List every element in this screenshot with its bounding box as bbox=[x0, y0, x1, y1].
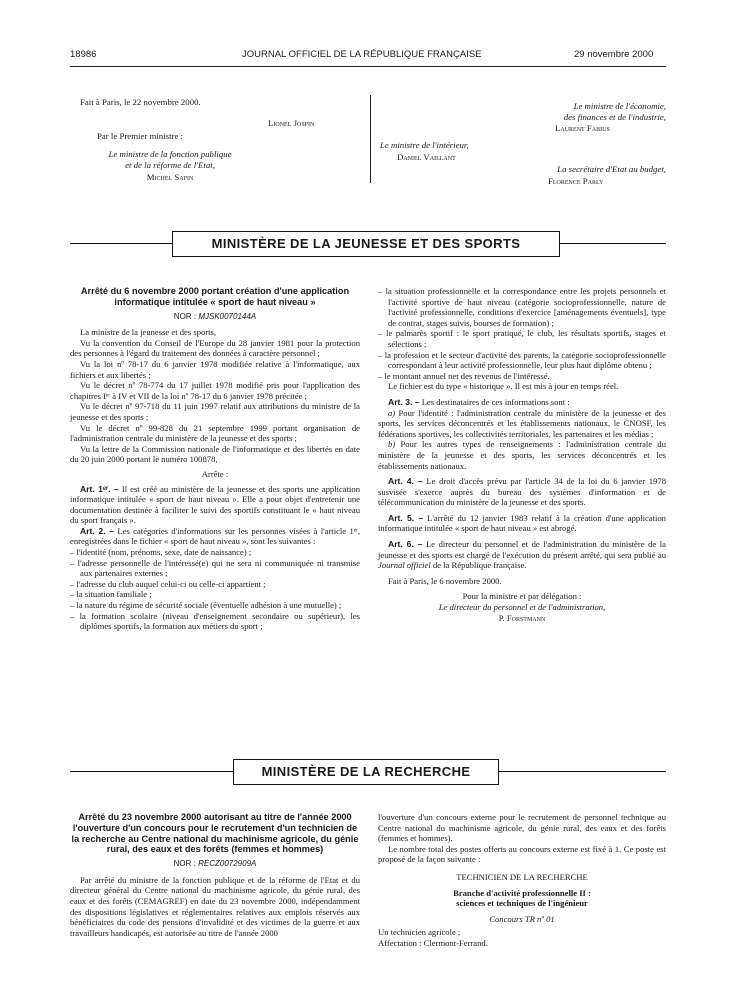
header-rule bbox=[70, 66, 666, 67]
banner-jeunesse-sports: MINISTÈRE DE LA JEUNESSE ET DES SPORTS bbox=[172, 231, 560, 257]
article-3-text: Les destinataires de ces informations sont : bbox=[421, 396, 570, 407]
article-6-text-b: de la République française. bbox=[432, 560, 527, 571]
list-item: – le montant annuel net des revenus de l'intéressé. bbox=[378, 370, 550, 381]
technicien-title: TECHNICIEN DE LA RECHERCHE bbox=[456, 871, 588, 882]
banner-recherche: MINISTÈRE DE LA RECHERCHE bbox=[233, 759, 499, 785]
delegation-line: Pour la ministre et par délégation : bbox=[462, 591, 582, 602]
nor-label: NOR : bbox=[173, 859, 196, 869]
article-5-label: Art. 5. – bbox=[388, 512, 424, 523]
article-6 bbox=[378, 539, 666, 571]
article-5 bbox=[378, 513, 666, 534]
budget-line1: La secrétaire d'Etat au budget, bbox=[557, 164, 666, 174]
nor-line-sport bbox=[70, 312, 360, 323]
para-fichier: Le fichier est du type « historique ». Il est mis à jour en temps réel. bbox=[388, 381, 619, 392]
section2-right-column bbox=[378, 812, 666, 949]
signature-fabius: Laurent Fabius bbox=[555, 123, 610, 133]
journal-officiel-ref: Journal officiel bbox=[378, 560, 431, 571]
par-premier-ministre: Par le Premier ministre : bbox=[97, 131, 183, 141]
nor-label: NOR : bbox=[173, 311, 197, 321]
arrete-title-recherche: Arrêté du 23 novembre 2000 autorisant au titre de l'année 2000 l'ouverture d'un concours pour le recrutement d'un technicien de la recherche au Centre national du machinisme agricole, du génie rural, des eaux et des forêts (femmes et hommes) bbox=[71, 812, 359, 855]
article-3a bbox=[378, 408, 666, 440]
nor-line-recherche bbox=[70, 859, 360, 870]
article-2-text: Les catégories d'informations sur les personnes visées à l'article 1ᵉʳ, enregistrées dans le fichier « sport de haut niveau », sont les suivantes : bbox=[70, 525, 360, 547]
signature-jospin: Lionel Jospin bbox=[268, 118, 315, 128]
para-vu-convention: Vu la convention du Conseil de l'Europe du 28 janvier 1981 pour la protection des personnes à l'égard du traitement des données à caractère personnel ; bbox=[70, 337, 360, 359]
para-vu-decret-99: Vu le décret nº 99-828 du 21 septembre 1999 portant organisation de l'administration centrale du ministère de la jeunesse et des sports ; bbox=[70, 422, 360, 444]
branche-line2: sciences et techniques de l'ingénieur bbox=[456, 898, 588, 909]
concours-label: Concours TR nº 01 bbox=[489, 913, 555, 924]
para-vu-lettre: Vu la lettre de la Commission nationale de l'informatique et des libertés en date du 20 juin 2000 portant le numéro 100878, bbox=[70, 443, 360, 465]
article-5-text: L'arrêté du 12 janvier 1983 relatif à la création d'une application informatique intitulée « sport de haut niveau » est abrogé. bbox=[378, 512, 666, 534]
para-par-arrete: Par arrêté du ministre de la fonction publique et de la réforme de l'Etat et du directeur général du Centre national du machinisme agricole, du génie rural, des eaux et des forêts (CEMAGREF) en date du 23 novembre 2000, indépendamment des dispositions législatives et réglementaires relatives aux emplois réservés aux bénéficiaires du code des pensions d'invalidité et des victimes de la guerre et aux travailleurs handicapés, est autorisée au titre de l'année 2000 bbox=[70, 874, 360, 938]
technicien-agricole: Un technicien agricole ; bbox=[378, 927, 461, 938]
article-4 bbox=[378, 476, 666, 508]
para-ouverture: l'ouverture d'un concours externe pour le recrutement de personnel technique au Centre national du machinisme agricole, du génie rural, des eaux et des forêts (femmes et hommes). bbox=[378, 812, 666, 844]
signature-divider bbox=[370, 95, 371, 183]
list-item: – la nature du régime de sécurité sociale (éventuelle adhésion à une mutuelle) ; bbox=[70, 600, 342, 611]
article-3a-text: Pour l'identité : l'administration centrale du ministère de la jeunesse et des sports, les services déconcentrés et les établissements nationaux, le CNOSF, les fédérations sportives, les collectivités territoriales, les partenaires et les médias ; bbox=[378, 407, 666, 439]
article-3-label: Art. 3. – bbox=[388, 396, 420, 407]
list-item: – la situation professionnelle et la correspondance entre les projets personnels et l'activité sportive de haut niveau (catégorie socioprofessionnelle, nature de l'activité professionnelle, conditions d'exercice [aménagements éventuels], type de contrat, stages suivis, bourses de formation) ; bbox=[378, 286, 666, 328]
article-3b bbox=[378, 439, 666, 471]
directeur-line: Le directeur du personnel et de l'administration, bbox=[438, 602, 606, 613]
fp-line2: et de la réforme de l'Etat, bbox=[125, 160, 215, 170]
arrete-label: Arrête : bbox=[201, 468, 229, 479]
page-number: 18986 bbox=[70, 49, 97, 60]
article-1-label: Art. 1ᵉʳ. – bbox=[80, 483, 119, 494]
eco-line2: des finances et de l'industrie, bbox=[563, 112, 666, 122]
list-item: – le palmarès sportif : le sport pratiqué, le club, les résultats sportifs, stages et sélections ; bbox=[378, 328, 666, 349]
article-3b-text: Pour les autres types de renseignements : l'administration centrale du ministère de la jeunesse et des sports, les services déconcentrés et les établissements nationaux. bbox=[378, 439, 666, 471]
list-item: – la profession et le secteur d'activité des parents, la catégorie socioprofessionnelle correspondant à leur activité professionnelle, leur plus haut diplôme obtenu ; bbox=[378, 349, 666, 371]
list-item: – l'identité (nom, prénoms, sexe, date de naissance) ; bbox=[70, 547, 252, 558]
signature-vaillant: Daniel Vaillant bbox=[397, 152, 456, 162]
fait-top: Fait à Paris, le 22 novembre 2000. bbox=[80, 97, 201, 107]
article-1 bbox=[70, 484, 360, 526]
eco-line1: Le ministre de l'économie, bbox=[573, 101, 666, 111]
article-3 bbox=[378, 397, 666, 408]
section1-left-column bbox=[70, 286, 360, 632]
header-date: 29 novembre 2000 bbox=[574, 49, 654, 60]
affectation: Affectation : Clermont-Ferrand. bbox=[378, 937, 488, 948]
article-6-label: Art. 6. – bbox=[388, 539, 423, 550]
nor-number: MJSK0070144A bbox=[198, 311, 257, 321]
fp-line1: Le ministre de la fonction publique bbox=[108, 149, 232, 159]
article-6-text-a: Le directeur du personnel et de l'administration du ministère de la jeunesse et des sports est chargé de l'exécution du présent arrêté, qui sera publié au bbox=[378, 539, 666, 560]
arrete-title-sport: Arrêté du 6 novembre 2000 portant création d'une application informatique intitulée « sport de haut niveau » bbox=[80, 286, 350, 307]
article-2-label: Art. 2. – bbox=[80, 525, 114, 536]
para-vu-loi: Vu la loi nº 78-17 du 6 janvier 1978 modifiée relative à l'informatique, aux fichiers et aux libertés ; bbox=[70, 358, 360, 380]
para-nombre-postes: Le nombre total des postes offerts au concours externe est fixé à 1. Ce poste est proposé de la façon suivante : bbox=[378, 843, 666, 865]
int-line1: Le ministre de l'intérieur, bbox=[380, 140, 469, 150]
signature-sapin: Michel Sapin bbox=[146, 172, 194, 182]
list-item: – la formation scolaire (niveau d'enseignement secondaire ou supérieur), les diplômes sportifs, la formation aux métiers du sport ; bbox=[70, 610, 360, 632]
signature-parly: Florence Parly bbox=[548, 176, 604, 186]
section1-right-column bbox=[378, 286, 666, 623]
list-item: – l'adresse personnelle de l'intéressé(e) qui ne sera ni communiquée ni transmise aux partenaires externes ; bbox=[70, 557, 360, 579]
article-3b-label: b) bbox=[388, 439, 396, 450]
article-3a-label: a) bbox=[388, 407, 396, 418]
article-4-text: Le droit d'accès prévu par l'article 34 de la loi du 6 janvier 1978 susvisée s'exerce auprès du bureau des systèmes d'information et de télécommunication du ministère de la jeunesse et des sports. bbox=[378, 476, 666, 508]
signature-forstmann: P. Forstmann bbox=[498, 612, 546, 623]
article-4-label: Art. 4. – bbox=[388, 476, 423, 487]
branche-line1: Branche d'activité professionnelle II : bbox=[453, 887, 591, 898]
list-item: – la situation familiale ; bbox=[70, 589, 152, 600]
nor-number: RECZ0072909A bbox=[198, 859, 257, 869]
fait-sport: Fait à Paris, le 6 novembre 2000. bbox=[388, 575, 502, 586]
article-2 bbox=[70, 526, 360, 547]
article-1-text: Il est créé au ministère de la jeunesse et des sports une application informatique intitulée « sport de haut niveau ». Elle a pour objet d'entretenir une documentation destinée à faciliter le suivi des sportifs constituant le « haut niveau du sport français ». bbox=[70, 483, 360, 526]
list-item: – l'adresse du club auquel celui-ci ou celle-ci appartient ; bbox=[70, 578, 266, 589]
para-vu-decret-97: Vu le décret nº 97-718 du 11 juin 1997 relatif aux attributions du ministre de la jeunesse et des sports ; bbox=[70, 401, 360, 422]
para-ministre: La ministre de la jeunesse et des sports, bbox=[80, 327, 217, 338]
journal-title: JOURNAL OFFICIEL DE LA RÉPUBLIQUE FRANÇAISE bbox=[242, 49, 482, 60]
para-vu-decret-78: Vu le décret nº 78-774 du 17 juillet 1978 modifié pris pour l'application des chapitres Iᵉʳ à IV et VII de la loi nº 78-17 du 6 janvier 1978 précitée ; bbox=[70, 380, 360, 401]
section2-left-column bbox=[70, 812, 360, 938]
